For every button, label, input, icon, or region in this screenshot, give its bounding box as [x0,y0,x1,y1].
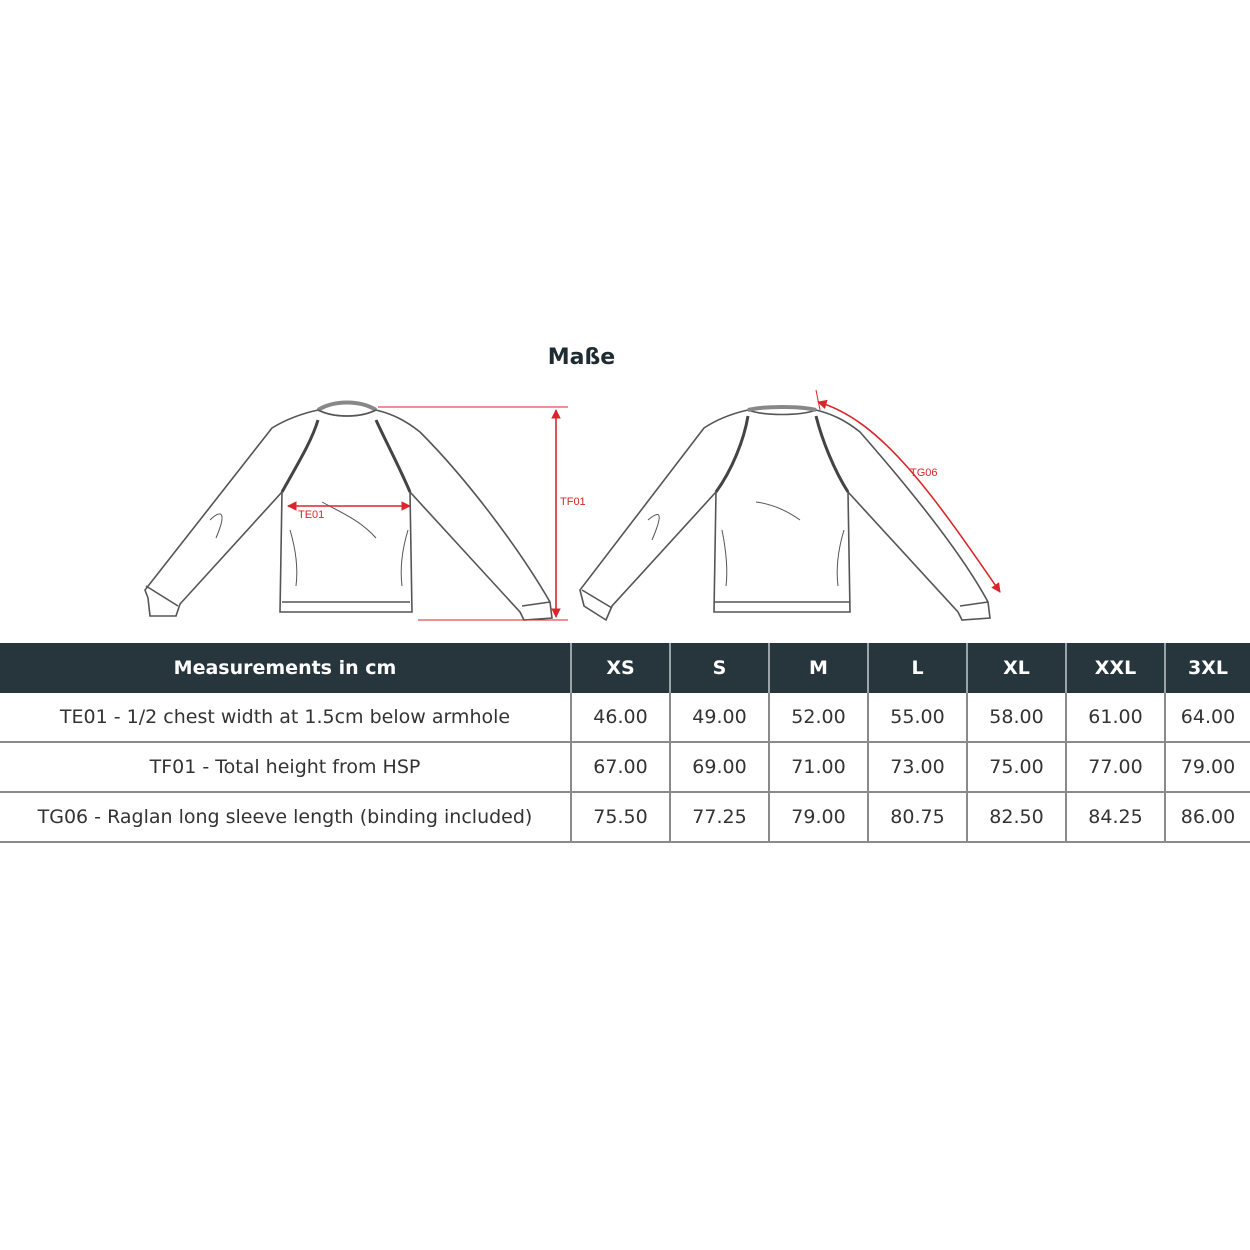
row-label: TG06 - Raglan long sleeve length (binding included) [0,792,571,842]
header-size-xs: XS [571,643,670,693]
row-label: TF01 - Total height from HSP [0,742,571,792]
front-shirt-illustration [145,403,552,621]
header-size-3xl: 3XL [1165,643,1250,693]
table-cell: 49.00 [670,693,769,742]
table-cell: 80.75 [868,792,967,842]
row-label: TE01 - 1/2 chest width at 1.5cm below armhole [0,693,571,742]
table-cell: 69.00 [670,742,769,792]
sleeve-measure-label: TG06 [910,467,938,479]
table-row [0,792,1250,842]
table-cell: 79.00 [769,792,868,842]
table-cell: 67.00 [571,742,670,792]
header-size-xxl: XXL [1066,643,1165,693]
table-cell: 73.00 [868,742,967,792]
header-measurements: Measurements in cm [0,643,571,693]
table-cell: 71.00 [769,742,868,792]
table-cell: 86.00 [1165,792,1250,842]
table-row [0,742,1250,792]
table-cell: 82.50 [967,792,1066,842]
header-size-s: S [670,643,769,693]
height-measure-label: TF01 [560,496,586,508]
table-cell: 58.00 [967,693,1066,742]
table-cell: 61.00 [1066,693,1165,742]
table-cell: 55.00 [868,693,967,742]
back-shirt-illustration [580,407,990,620]
page-title: Maße [547,345,616,370]
table-cell: 77.00 [1066,742,1165,792]
garment-diagram [0,380,1250,642]
table-cell: 75.50 [571,792,670,842]
chest-measure-label: TE01 [298,509,325,521]
front-measurements [288,407,568,620]
table-cell: 77.25 [670,792,769,842]
table-row [0,693,1250,742]
table-cell: 75.00 [967,742,1066,792]
size-chart-table [0,643,1250,843]
header-size-m: M [769,643,868,693]
table-cell: 79.00 [1165,742,1250,792]
table-cell: 84.25 [1066,792,1165,842]
table-cell: 64.00 [1165,693,1250,742]
header-size-l: L [868,643,967,693]
table-cell: 46.00 [571,693,670,742]
table-header-row [0,643,1250,693]
header-size-xl: XL [967,643,1066,693]
table-cell: 52.00 [769,693,868,742]
